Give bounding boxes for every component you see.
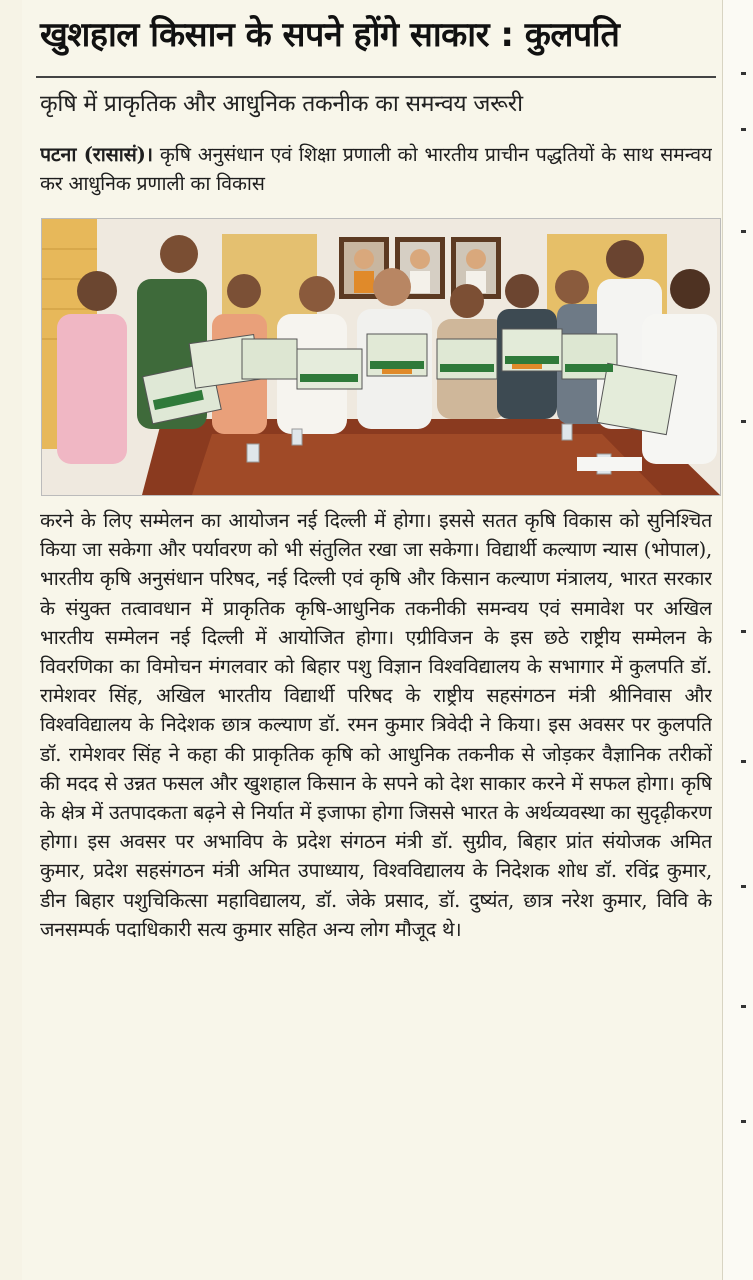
- group-photo-brochure-release-icon: [42, 219, 720, 495]
- article-body-text: करने के लिए सम्मेलन का आयोजन नई दिल्ली में होगा। इससे सतत कृषि विकास को सुनिश्चित किया जा सकेगा और पर्यावरण को भी संतुलित रखा जा सकेगा। विद्यार्थी कल्याण न्यास (भोपाल), भारतीय कृषि अनुसंधान परिषद, नई दिल्ली एवं कृषि और किसान कल्याण मंत्रालय, भारत सरकार के संयुक्त तत्वावधान में प्राकृतिक कृषि-आधुनिक तकनीकी समन्वय एवं समावेश पर अखिल भारतीय सम्मेलन नई दिल्ली में आयोजित होगा। एग्रीविजन के इस छठे राष्ट्रीय सम्मेलन के विवरणिका का विमोचन मंगलवार को बिहार पशु विज्ञान विश्वविद्यालय के सभागार में कुलपति डॉ. रामेशवर सिंह, अखिल भारतीय विद्यार्थी परिषद के राष्ट्रीय सहसंगठन मंत्री श्रीनिवास और विश्वविद्यालय के निदेशक छात्र कल्याण डॉ. रमन कुमार त्रिवेदी ने किया। इस अवसर पर कुलपति डॉ. रामेशवर सिंह ने कहा की प्राकृतिक कृषि को आधुनिक तकनीक से जोड़कर वैज्ञानिक तरीकों की मदद से उन्नत फसल और खुशहाल किसान के सपने को देश साकार करने में सफल होगा। कृषि के क्षेत्र में उतपादकता बढ़ने से निर्यात में इजाफा होगा जिससे भारत के अर्थव्यवस्था का सुदृढ़ीकरण होगा। इस अवसर पर अभाविप के प्रदेश संगठन मंत्री डॉ. सुग्रीव, बिहार प्रांत संयोजक अमित कुमार, प्रदेश सहसंगठन मंत्री अमित उपाध्याय, विश्वविद्यालय के निदेशक शोध डॉ. रविंद्र कुमार, डीन बिहार पशुचिकित्सा महाविद्यालय, डॉ. जेके प्रसाद, डॉ. दुष्यंत, छात्र नरेश कुमार, विवि के जनसम्पर्क पदाधिकारी सत्य कुमार सहित अन्य लोग मौजूद थे।: [40, 509, 712, 941]
- margin-mark: [741, 128, 746, 131]
- newspaper-clipping: [22, 0, 722, 1280]
- headline-divider: [36, 76, 716, 78]
- margin-mark: [741, 1120, 746, 1123]
- margin-mark: [741, 885, 746, 888]
- margin-mark: [741, 1005, 746, 1008]
- article-headline: खुशहाल किसान के सपने होंगे साकार : कुलपति: [40, 15, 620, 55]
- article-photo: [41, 218, 721, 496]
- article-dateline: पटना (रासासं)।: [40, 143, 153, 166]
- margin-mark: [741, 760, 746, 763]
- article-body: [40, 506, 712, 1276]
- article-lead: [40, 140, 712, 200]
- margin-mark: [741, 230, 746, 233]
- article-lead-text: कृषि अनुसंधान एवं शिक्षा प्रणाली को भारतीय प्राचीन पद्धतियों के साथ समन्वय कर आधुनिक प्रणाली का विकास: [40, 143, 712, 196]
- margin-mark: [741, 72, 746, 75]
- margin-mark: [741, 630, 746, 633]
- article-subheadline: कृषि में प्राकृतिक और आधुनिक तकनीक का समन्वय जरूरी: [40, 91, 523, 117]
- margin-mark: [741, 420, 746, 423]
- adjacent-column-edge: [722, 0, 753, 1280]
